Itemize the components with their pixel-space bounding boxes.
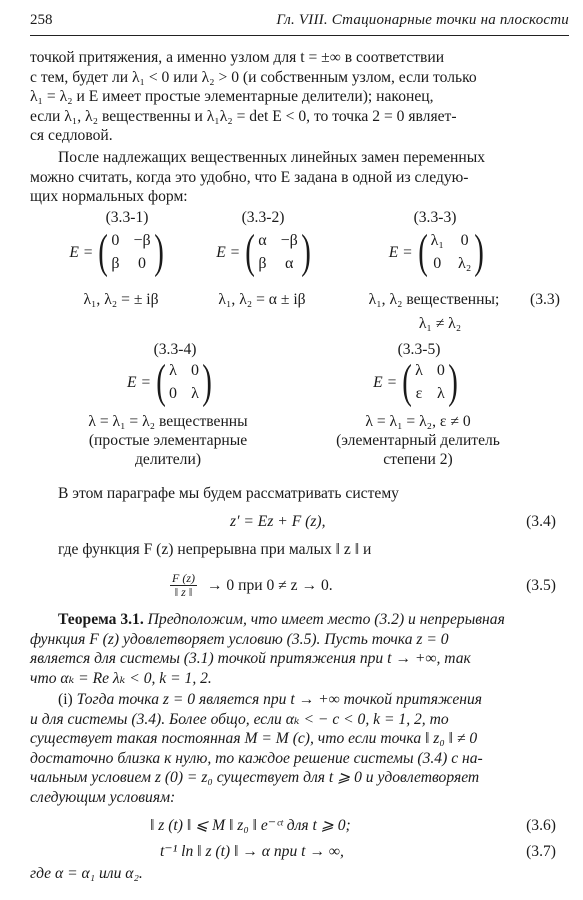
page-number: 258 — [30, 12, 53, 28]
text-line: В этом параграфе мы будем рассматривать систему — [58, 485, 399, 502]
form-label: (3.3-5) — [397, 341, 441, 358]
item-i — [30, 690, 570, 808]
text-line: является для системы (3.1) точкой притяжения при t → +∞, так — [30, 650, 471, 668]
matrix-cell: β — [258, 255, 267, 272]
paragraph-3 — [30, 484, 570, 504]
matrix-cell: ε — [415, 385, 423, 402]
theorem-title: Теорема 3.1. — [58, 611, 144, 628]
matrix-3-3-5: E = ( λ 0 ε λ ) — [373, 355, 458, 408]
matrix-cell: λ — [415, 362, 423, 379]
form-condition: λ₁, λ₂ вещественны; — [368, 291, 500, 308]
equation-number: (3.7) — [526, 843, 556, 860]
form-label: (3.3-1) — [105, 209, 149, 226]
text-line: с тем, будет ли λ₁ < 0 или λ₂ > 0 (и собственным узлом, если только — [30, 68, 477, 86]
item-marker: (i) — [58, 691, 73, 708]
matrix-cell: −β — [133, 232, 151, 249]
matrix-cell: 0 — [190, 362, 199, 379]
text-line: Предположим, что имеет место (3.2) и непрерывная — [147, 611, 505, 628]
text-line: где α = α₁ или α₂. — [30, 865, 143, 882]
form-condition: λ = λ₁ = λ₂, ε ≠ 0 — [365, 413, 471, 430]
matrix-lhs: E = — [388, 243, 413, 261]
text-line: λ₁ = λ₂ и E имеет простые элементарные делители); наконец, — [30, 88, 434, 106]
closing-line — [30, 864, 570, 884]
matrix-lhs: E = — [216, 243, 241, 261]
matrix-3-3-4: E = ( λ 0 0 λ ) — [127, 355, 212, 408]
text-line: функция F (z) удовлетворяет условию (3.5). Пусть точка z = 0 — [30, 630, 449, 648]
matrix-cell: β — [111, 255, 120, 272]
form-condition: (простые элементарные — [88, 432, 248, 449]
matrix-cell: λ — [436, 385, 445, 402]
form-condition: λ = λ₁ = λ₂ вещественны — [88, 413, 248, 430]
running-header — [30, 10, 569, 32]
text-line: что αₖ = Re λₖ < 0, k = 1, 2. — [30, 669, 212, 687]
theorem-3-1 — [30, 610, 570, 688]
matrix-cell: λ₂ — [457, 255, 472, 272]
form-condition: λ₁ ≠ λ₂ — [418, 315, 462, 332]
matrix-cell: 0 — [138, 255, 147, 272]
equation-number: (3.6) — [526, 817, 556, 834]
matrix-cell: α — [258, 232, 267, 249]
fraction-denominator: ‖ z ‖ — [174, 585, 193, 599]
matrix-cell: 0 — [111, 232, 120, 249]
matrix-cell: 0 — [460, 232, 469, 249]
matrix-cell: λ₁ — [430, 232, 444, 249]
text-line: После надлежащих вещественных линейных замен переменных — [58, 149, 486, 166]
matrix-lhs: E = — [127, 373, 151, 391]
equation-number: (3.4) — [526, 513, 556, 530]
matrix-3-3-3: E = ( λ₁ 0 0 λ₂ ) — [388, 225, 485, 278]
header-rule — [30, 35, 569, 36]
text-line: если λ₁, λ₂ вещественны и λ₁λ₂ = det E < 0, то точка 2 = 0 являет- — [30, 107, 457, 125]
matrix-cell: α — [284, 255, 294, 272]
matrix-cell: 0 — [436, 362, 445, 379]
text-line: и для системы (3.4). Более общо, если αₖ < − c < 0, k = 1, 2, то — [30, 710, 449, 728]
form-condition: (элементарный делитель — [336, 432, 500, 449]
equation-expr: → 0 при 0 ≠ z → 0. — [206, 576, 333, 594]
text-line: щих нормальных форм: — [30, 188, 188, 206]
paragraph-4 — [30, 540, 570, 560]
paragraph-1 — [30, 48, 570, 146]
text-line: Тогда точка z = 0 является при t → +∞ точкой притяжения — [76, 691, 483, 708]
fraction — [170, 572, 197, 599]
equation-expr: t⁻¹ ln ‖ z (t) ‖ → α при t → ∞, — [160, 843, 344, 860]
equation-3-5 — [30, 572, 570, 600]
matrix-3-3-1: E = ( 0 −β β 0 ) — [69, 225, 164, 278]
text-line: ся седловой. — [30, 127, 113, 145]
text-line: точкой притяжения, а именно узлом для t = ±∞ в соответствии — [30, 49, 445, 66]
matrix-cell: λ — [169, 362, 177, 379]
text-line: можно считать, когда это удобно, что E задана в одной из следую- — [30, 168, 469, 186]
text-line: существует такая постоянная M = M (c), что если точка ‖ z₀ ‖ ≠ 0 — [30, 730, 478, 748]
form-condition: делители) — [134, 451, 202, 468]
matrix-lhs: E = — [373, 373, 398, 391]
form-label: (3.3-3) — [413, 209, 457, 226]
equation-expr: z′ = Ez + F (z), — [230, 513, 326, 530]
equation-number: (3.3) — [530, 291, 560, 308]
matrix-3-3-2: E = ( α −β β α ) — [216, 225, 311, 278]
matrix-cell: 0 — [433, 255, 442, 272]
form-label: (3.3-4) — [153, 341, 197, 358]
matrix-cell: λ — [191, 385, 199, 402]
form-label: (3.3-2) — [241, 209, 285, 226]
text-line: где функция F (z) непрерывна при малых ‖ z ‖ и — [58, 541, 372, 558]
equation-number: (3.5) — [526, 577, 556, 594]
form-condition: λ₁, λ₂ = ± iβ — [83, 291, 159, 308]
matrix-cell: −β — [280, 232, 298, 249]
paragraph-2 — [30, 148, 570, 207]
form-condition: λ₁, λ₂ = α ± iβ — [218, 291, 306, 308]
text-line: достаточно близка к нулю, то каждое решение системы (3.4) с на- — [30, 749, 483, 767]
matrix-lhs: E = — [69, 243, 94, 261]
form-condition: степени 2) — [383, 451, 453, 468]
text-line: следующим условиям: — [30, 788, 176, 806]
fraction-numerator: F (z) — [172, 571, 195, 585]
running-title: Гл. VIII. Стационарные точки на плоскости — [276, 12, 569, 28]
matrix-cell: 0 — [168, 385, 177, 402]
equation-expr: ‖ z (t) ‖ ⩽ M ‖ z₀ ‖ e⁻ᶜᵗ для t ⩾ 0; — [150, 817, 351, 834]
text-line: чальным условием z (0) = z₀ существует для t ⩾ 0 и удовлетворяет — [30, 769, 480, 787]
